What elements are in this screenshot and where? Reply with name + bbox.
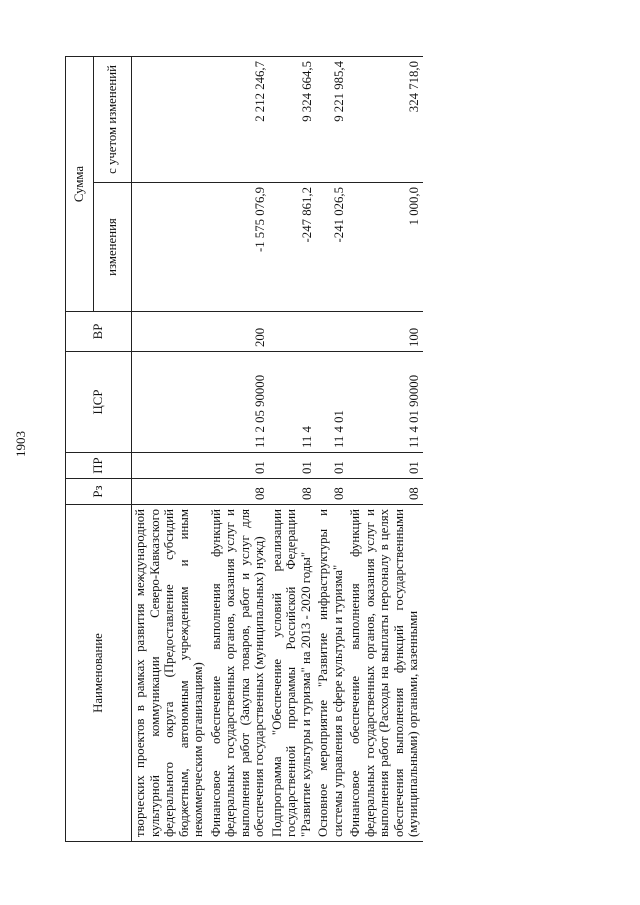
row-pr: 01 — [347, 453, 423, 479]
row-rz: 08 — [347, 479, 423, 505]
table-row — [208, 57, 269, 842]
row-pr — [132, 453, 208, 479]
table-row — [269, 57, 316, 842]
row-changes: 1 000,0 — [347, 183, 423, 312]
header-row — [66, 57, 94, 842]
row-vr — [132, 312, 208, 352]
row-name: Финансовое обеспечение выполнения функций федеральных государственных органов, оказания услуг и выполнения работ (Расходы на выплаты персоналу в целях обеспечения выполнения функций государственными (муниципальными) органами, казенными — [347, 505, 423, 842]
row-csr: 11 4 01 — [315, 352, 347, 453]
row-with-changes: 324 718,0 — [347, 57, 423, 183]
table-row — [315, 57, 347, 842]
row-changes: -247 861,2 — [269, 183, 316, 312]
header-sum: Сумма — [66, 57, 94, 312]
row-with-changes: 2 212 246,7 — [208, 57, 269, 183]
row-with-changes — [132, 57, 208, 183]
budget-table — [65, 56, 423, 842]
table-row — [347, 57, 423, 842]
row-vr — [315, 312, 347, 352]
row-name: Подпрограмма "Обеспечение условий реализации государственной программы Российской Федерации "Развитие культуры и туризма" на 2013 - 2020 годы" — [269, 505, 316, 842]
header-csr: ЦСР — [66, 352, 132, 453]
budget-table-rotated — [65, 57, 577, 842]
row-with-changes: 9 221 985,4 — [315, 57, 347, 183]
row-csr: 11 4 01 90000 — [347, 352, 423, 453]
row-rz: 08 — [208, 479, 269, 505]
header-rz: Рз — [66, 479, 132, 505]
header-vr: ВР — [66, 312, 132, 352]
header-with-changes: с учетом изменений — [94, 57, 132, 183]
row-vr: 100 — [347, 312, 423, 352]
row-csr: 11 2 05 90000 — [208, 352, 269, 453]
row-rz: 08 — [269, 479, 316, 505]
header-pr: ПР — [66, 453, 132, 479]
row-pr: 01 — [269, 453, 316, 479]
row-pr: 01 — [315, 453, 347, 479]
row-rz — [132, 479, 208, 505]
table-row — [132, 57, 208, 842]
row-with-changes: 9 324 664,5 — [269, 57, 316, 183]
row-vr: 200 — [208, 312, 269, 352]
row-rz: 08 — [315, 479, 347, 505]
row-vr — [269, 312, 316, 352]
header-name: Наименование — [66, 505, 132, 842]
row-changes: -1 575 076,9 — [208, 183, 269, 312]
row-changes — [132, 183, 208, 312]
header-changes: изменения — [94, 183, 132, 312]
row-name: Основное мероприятие "Развитие инфраструктуры и системы управления в сфере культуры и туризма" — [315, 505, 347, 842]
row-changes: -241 026,5 — [315, 183, 347, 312]
row-name: творческих проектов в рамках развития международной культурной коммуникации Северо-Кавказского федерального округа (Предоставление субсидий бюджетным, автономным учреждениям и иным некоммерческим организациям) — [132, 505, 208, 842]
row-pr: 01 — [208, 453, 269, 479]
page-number: 1903 — [13, 431, 28, 457]
row-csr: 11 4 — [269, 352, 316, 453]
row-name: Финансовое обеспечение выполнения функций федеральных государственных органов, оказания услуг и выполнения работ (Закупка товаров, работ и услуг для обеспечения государственных (муниципальных) нужд) — [208, 505, 269, 842]
row-csr — [132, 352, 208, 453]
